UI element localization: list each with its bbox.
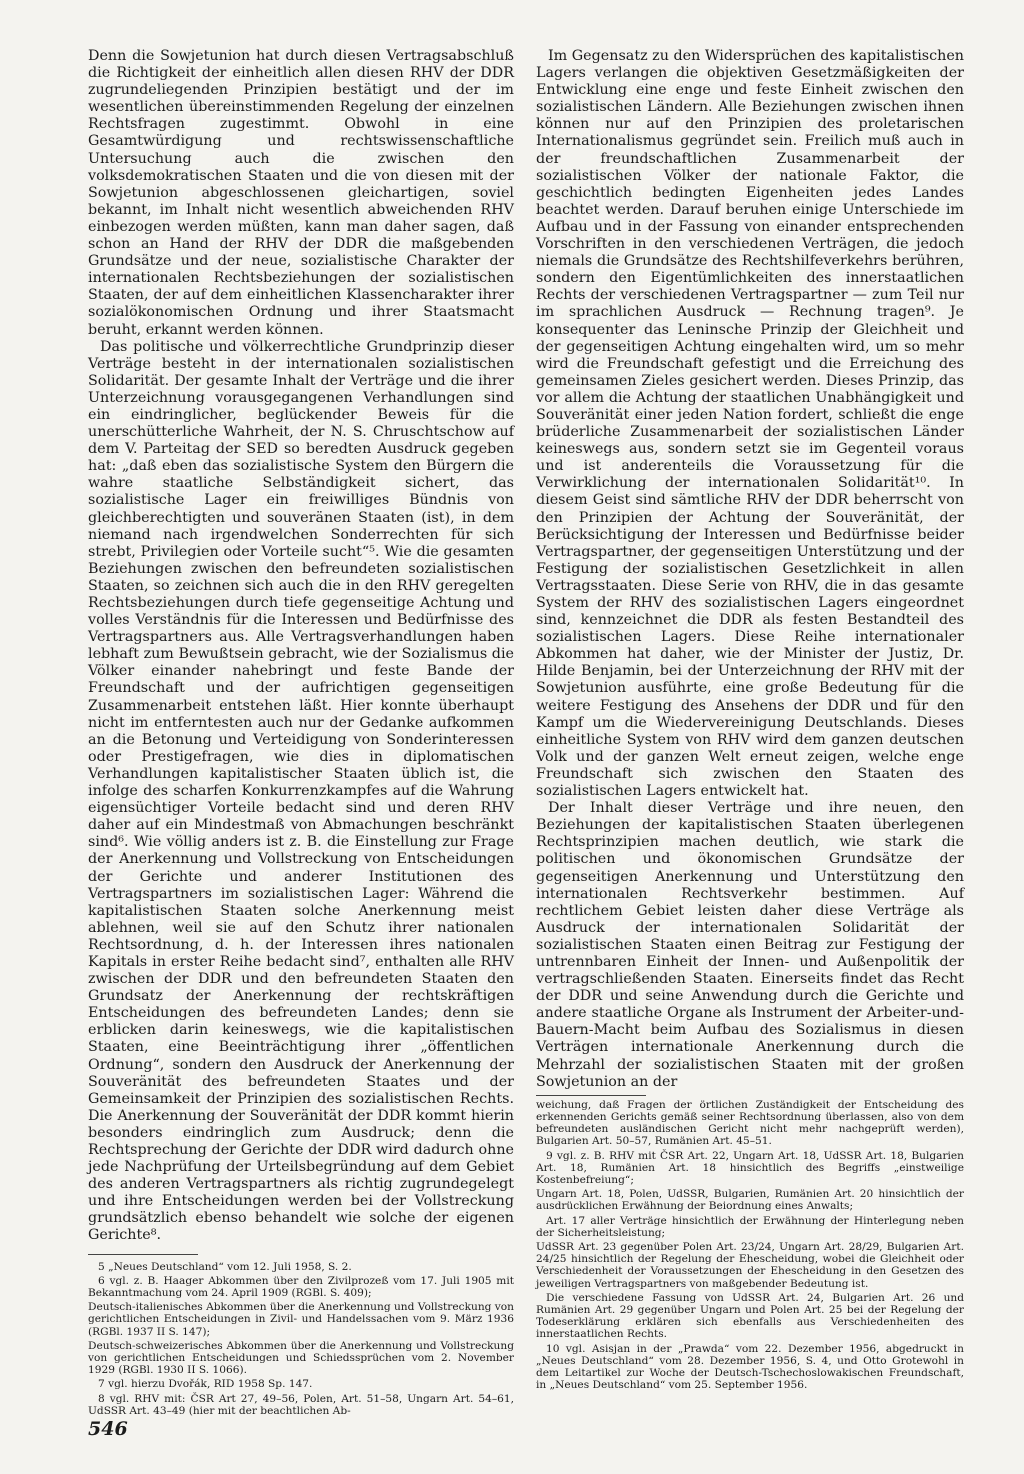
footnote: 6 vgl. z. B. Haager Abkommen über den Zivilprozeß vom 17. Juli 1905 mit Bekanntmachung vom 24. April 1909 (RGBl. S. 409); <box>88 1274 514 1299</box>
footnote: 9 vgl. z. B. RHV mit ČSR Art. 22, Ungarn Art. 18, UdSSR Art. 18, Bulgarien Art. 18, Rumänien Art. 18 hinsichtlich des Begriffs „einstweilige Kostenbefreiung“; <box>536 1149 964 1186</box>
right-column <box>536 48 964 1393</box>
footnote-divider <box>88 1254 198 1255</box>
footnote: Deutsch-schweizerisches Abkommen über die Anerkennung und Vollstreckung von gerichtlichen Entscheidungen und Schiedssprüchen vom 2. November 1929 (RGBl. 1930 II S. 1066). <box>88 1339 514 1377</box>
left-column <box>88 48 514 1419</box>
footnote: Die verschiedene Fassung von UdSSR Art. 24, Bulgarien Art. 26 und Rumänien Art. 29 gegenüber Ungarn und Polen Art. 25 bei der Regelung der Todeserklärung erklären sich ebenfalls aus Verschiedenheiten des innerstaatlichen Rechts. <box>536 1291 964 1341</box>
footnote: 7 vgl. hierzu Dvořák, RID 1958 Sp. 147. <box>98 1378 313 1391</box>
body-paragraph: Denn die Sowjetunion hat durch diesen Vertragsabschluß die Richtigkeit der einheitlich allen diesen RHV der DDR zugrundeliegenden Prinzipien bestätigt und der im wesentlichen übereinstimmenden Regelung der einzelnen Rechtsfragen zugestimmt. Obwohl in eine Gesamtwürdigung und rechtswissenschaftliche Untersuchung auch die zwischen den volksdemokratischen Staaten und die von diesen mit der Sowjetunion abgeschlossenen gleichartigen, soviel bekannt, im Inhalt nicht wesentlich abweichenden RHV einbezogen werden müßten, kann man daher sagen, daß schon an Hand der RHV der DDR die maßgebenden Grundsätze und der neue, sozialistische Charakter der internationalen Rechtsbeziehungen der sozialistischen Staaten, der auf dem einheitlichen Klassencharakter ihrer sozialökonomischen Ordnung und ihrer Staatsmacht beruht, erkannt werden können. <box>88 48 514 338</box>
footnote: 5 „Neues Deutschland“ vom 12. Juli 1958, S. 2. <box>98 1260 352 1273</box>
footnotes <box>88 1261 514 1417</box>
body-paragraph: Das politische und völkerrechtliche Grundprinzip dieser Verträge besteht in der internationalen sozialistischen Solidarität. Der gesamte Inhalt der Verträge und die ihrer Unterzeichnung vorausgegangenen Verhandlungen sind ein eindringlicher, beglückender Beweis für die unerschütterliche Wahrheit, der N. S. Chruschtschow auf dem V. Parteitag der SED so beredten Ausdruck gegeben hat: „daß eben das sozialistische System den Bürgern die wahre staatliche Selbständigkeit sichert, das sozialistische Lager ein freiwilliges Bündnis von gleichberechtigten und souveränen Staaten (ist), in dem niemand nach irgendwelchen Sonderrechten für sich strebt, Privilegien oder Vorteile sucht“⁵. Wie die gesamten Beziehungen zwischen den befreundeten sozialistischen Staaten, so zeichnen sich auch die in den RHV geregelten Rechtsbeziehungen durch tiefe gegenseitige Achtung und volles Verständnis für die Interessen und Bedürfnisse des Vertragspartners aus. Alle Vertragsverhandlungen haben lebhaft zum Bewußtsein gebracht, wie der Sozialismus die Völker einander nahebringt und feste Bande der Freundschaft und der aufrichtigen gegenseitigen Zusammenarbeit entstehen läßt. Hier konnte überhaupt nicht im entferntesten auch nur der Gedanke aufkommen an die Betonung und Verteidigung von Sonderinteressen oder Prestigefragen, wie dies in diplomatischen Verhandlungen kapitalistischer Staaten üblich ist, die infolge des scharfen Konkurrenzkampfes auf die Wahrung eigensüchtiger Vorteile bedacht sind und deren RHV daher auf ein Mindestmaß von Abmachungen beschränkt sind⁶. Wie völlig anders ist z. B. die Einstellung zur Frage der Anerkennung und Vollstreckung von Entscheidungen der Gerichte und anderer Institutionen des Vertragspartners im sozialistischen Lager: Während die kapitalistischen Staaten solche Anerkennung meist ablehnen, weil sie auf den Schutz ihrer nationalen Rechtsordnung, d. h. der Interessen ihres nationalen Kapitals in erster Reihe bedacht sind⁷, enthalten alle RHV zwischen der DDR und den befreundeten Staaten den Grundsatz der Anerkennung der rechtskräftigen Entscheidungen des befreundeten Landes; denn sie erblicken darin keineswegs, wie die kapitalistischen Staaten, eine Beeinträchtigung ihrer „öffentlichen Ordnung“, sondern den Ausdruck der Anerkennung der Souveränität des befreundeten Staates und der Gemeinsamkeit der Prinzipien des sozialistischen Rechts. Die Anerkennung der Souveränität der DDR kommt hierin besonders eindringlich zum Ausdruck; denn die Rechtsprechung der Gerichte der DDR wird dadurch ohne jede Nachprüfung der Urteilsbegründung auf dem Gebiet des anderen Vertragspartners als richtig zugrundegelegt und ihre Entscheidungen werden bei der Vollstreckung grundsätzlich ebenso behandelt wie solche der eigenen Gerichte⁸. <box>88 338 514 1244</box>
body-paragraph: Im Gegensatz zu den Widersprüchen des kapitalistischen Lagers verlangen die objektiven Gesetzmäßigkeiten der Entwicklung eine enge und feste Einheit zwischen den sozialistischen Ländern. Alle Beziehungen zwischen ihnen können nur auf den Prinzipien des proletarischen Internationalismus gegründet sein. Freilich muß auch in der freundschaftlichen Zusammenarbeit der sozialistischen Völker der nationale Faktor, die geschichtlich bedingten Eigenheiten jedes Landes beachtet werden. Darauf beruhen einige Unterschiede im Aufbau und in der Fassung von einander entsprechenden Vorschriften in den verschiedenen Verträgen, die jedoch niemals die Grundsätze des Rechtshilfeverkehrs berühren, sondern den Eigentümlichkeiten des innerstaatlichen Rechts der verschiedenen Vertragspartner — zum Teil nur im sprachlichen Ausdruck — Rechnung tragen⁹. Je konsequenter das Leninsche Prinzip der Gleichheit und der gegenseitigen Achtung eingehalten wird, um so mehr wird die Freundschaft gefestigt und die Erreichung des gemeinsamen Zieles gesichert werden. Dieses Prinzip, das vor allem die Achtung der staatlichen Unabhängigkeit und Souveränität einer jeden Nation fordert, schließt die enge brüderliche Zusammenarbeit der sozialistischen Länder keineswegs aus, sondern setzt sie im Gegenteil voraus und ist anderenteils die Voraussetzung für die Verwirklichung der internationalen Solidarität¹⁰. In diesem Geist sind sämtliche RHV der DDR beherrscht von den Prinzipien der Achtung der Souveränität, der Berücksichtigung der Interessen und Bedürfnisse beider Vertragspartner, der gegenseitigen Unterstützung und der Festigung der sozialistischen Gesetzlichkeit in allen Vertragsstaaten. Diese Serie von RHV, die in das gesamte System der RHV des sozialistischen Lagers eingeordnet sind, kennzeichnet die DDR als festen Bestandteil des sozialistischen Lagers. Diese Reihe internationaler Abkommen hat daher, wie der Minister der Justiz, Dr. Hilde Benjamin, bei der Unterzeichnung der RHV mit der Sowjetunion ausführte, eine große Bedeutung für die weitere Festigung des Ansehens der DDR und für den Kampf um die Wiedervereinigung Deutschlands. Dieses einheitliche System von RHV wird dem ganzen deutschen Volk und der ganzen Welt erneut zeigen, welche enge Freundschaft sich zwischen den Staaten des sozialistischen Lagers entwickelt hat. <box>536 48 964 800</box>
footnote: Ungarn Art. 18, Polen, UdSSR, Bulgarien, Rumänien Art. 20 hinsichtlich der ausdrücklichen Erwähnung der Beiordnung eines Anwalts; <box>536 1188 964 1213</box>
footnote: 10 vgl. Asisjan in der „Prawda“ vom 22. Dezember 1956, abgedruckt in „Neues Deutschland“ vom 28. Dezember 1956, S. 4, und Otto Grotewohl in dem Leitartikel zur Woche der Deutsch-Tschechoslowakischen Freundschaft, in „Neues Deutschland“ vom 25. September 1956. <box>536 1342 964 1392</box>
footnote: Deutsch-italienisches Abkommen über die Anerkennung und Vollstreckung von gerichtlichen Entscheidungen in Zivil- und Handelssachen vom 9. März 1936 (RGBl. 1937 II S. 147); <box>88 1301 514 1338</box>
page-number: 546 <box>88 1418 128 1440</box>
footnote: Art. 17 aller Verträge hinsichtlich der Erwähnung der Hinterlegung neben der Sicherheitsleistung; <box>536 1214 964 1239</box>
footnotes <box>536 1099 964 1392</box>
footnote-divider <box>536 1095 646 1096</box>
footnote: 8 vgl. RHV mit: ČSR Art 27, 49–56, Polen, Art. 51–58, Ungarn Art. 54–61, UdSSR Art. 43–49 (hier mit der beachtlichen Ab- <box>88 1392 514 1417</box>
footnote: UdSSR Art. 23 gegenüber Polen Art. 23/24, Ungarn Art. 28/29, Bulgarien Art. 24/25 hinsichtlich der Regelung der Ehescheidung, wobei die Gleichheit oder Verschiedenheit der Voraussetzungen der Ehescheidung in den Gesetzen des jeweiligen Vertragspartners von maßgebender Bedeutung ist. <box>536 1240 964 1290</box>
body-paragraph: Der Inhalt dieser Verträge und ihre neuen, den Beziehungen der kapitalistischen Staaten überlegenen Rechtsprinzipien machen deutlich, wie stark die politischen und ökonomischen Grundsätze der gegenseitigen Anerkennung und Unterstützung den internationalen Rechtsverkehr bestimmen. Auf rechtlichem Gebiet leisten daher diese Verträge als Ausdruck der internationalen Solidarität der sozialistischen Staaten einen Beitrag zur Festigung der untrennbaren Einheit der Innen- und Außenpolitik der vertragschließenden Staaten. Einerseits findet das Recht der DDR und seine Anwendung durch die Gerichte und andere staatliche Organe als Instrument der Arbeiter-und-Bauern-Macht beim Aufbau des Sozialismus in diesen Verträgen internationale Anerkennung durch die Mehrzahl der sozialistischen Staaten mit der großen Sowjetunion an der <box>536 800 964 1090</box>
footnote: weichung, daß Fragen der örtlichen Zuständigkeit der Entscheidung des erkennenden Gerichts gemäß seiner Rechtsordnung überlassen, also von dem befreundeten ausländischen Gericht nicht mehr nachgeprüft werden), Bulgarien Art. 50–57, Rumänien Art. 45–51. <box>536 1098 964 1148</box>
